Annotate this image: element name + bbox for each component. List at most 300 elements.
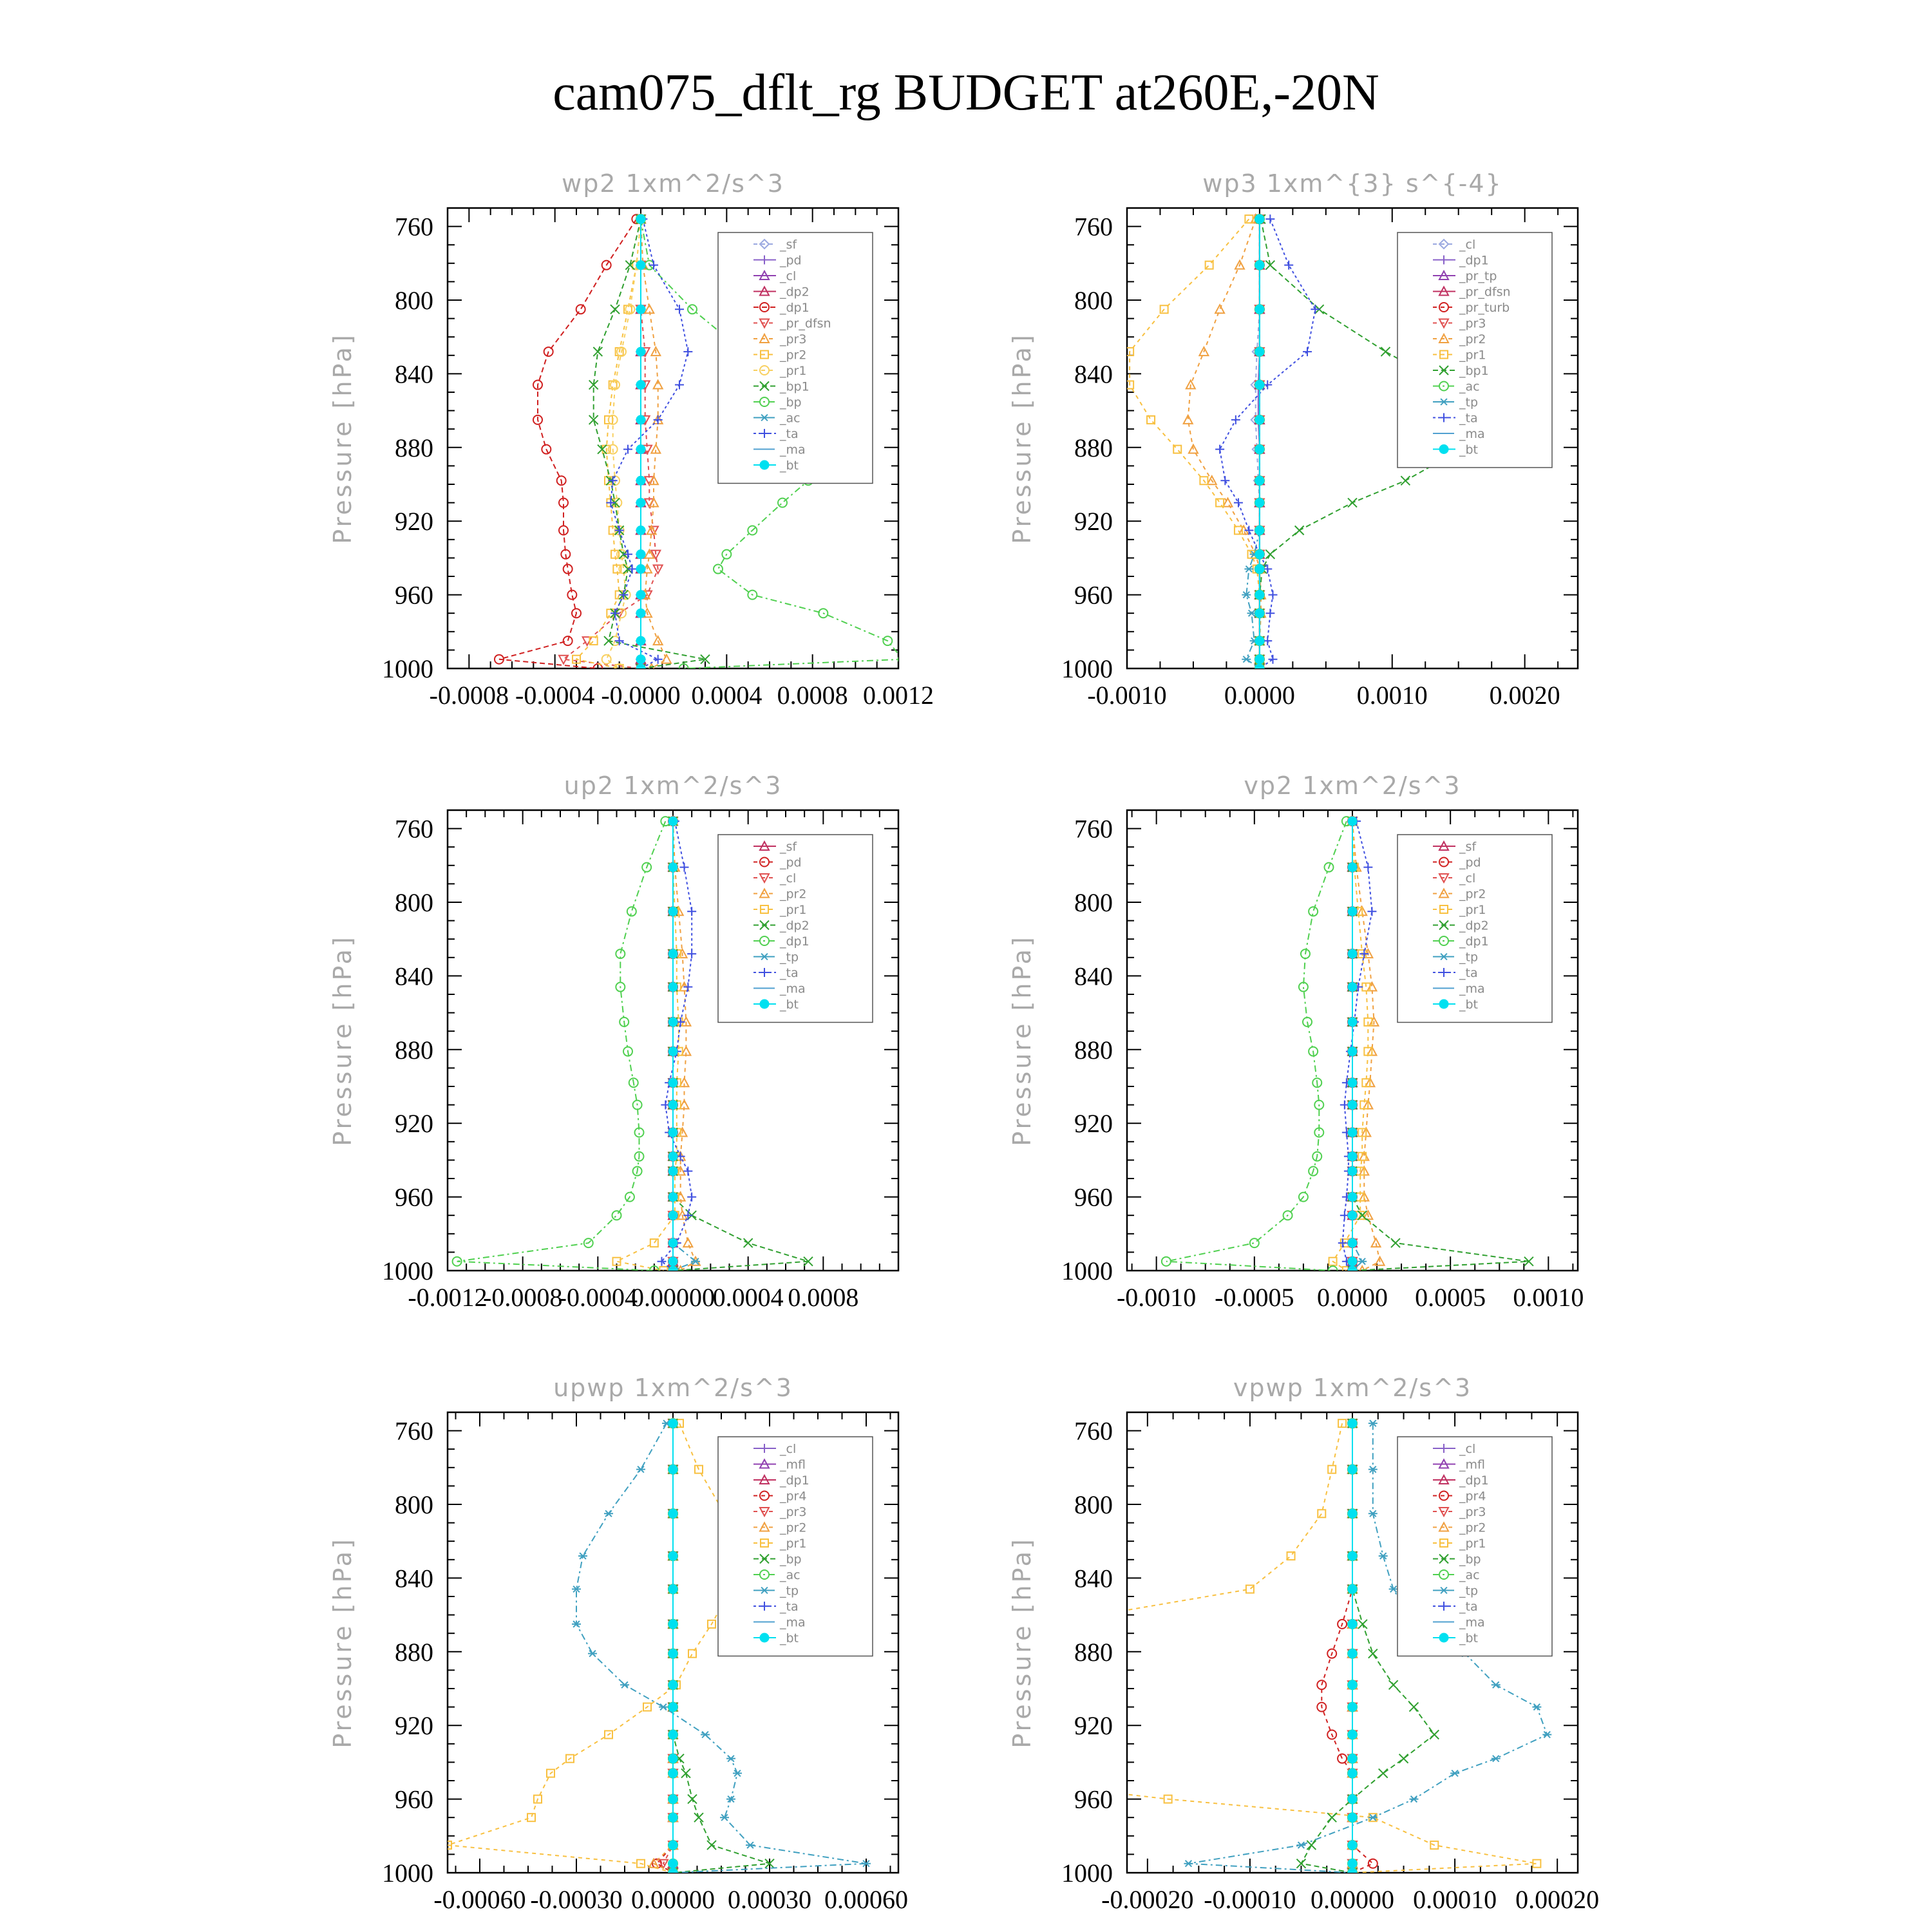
data-point [668, 1813, 677, 1822]
legend-label: _bt [1459, 998, 1479, 1012]
data-point [939, 1770, 947, 1777]
data-point [668, 1649, 677, 1658]
y-tick-label: 1000 [1061, 1256, 1113, 1285]
data-point [1368, 1859, 1378, 1868]
legend-label: _pr_tp [1459, 269, 1497, 283]
y-tick-label: 840 [1074, 1564, 1113, 1593]
y-tick-label: 760 [1074, 1416, 1113, 1446]
series-line [641, 219, 667, 668]
legend-label: _pr1 [780, 364, 807, 378]
x-tick-label: -0.00020 [1101, 1885, 1194, 1914]
data-point [1184, 1861, 1193, 1867]
data-point [1348, 1101, 1357, 1110]
legend-label: _pr3 [780, 332, 807, 346]
x-tick-label: 0.00000 [631, 1283, 715, 1312]
data-point [1348, 1078, 1357, 1087]
data-point [1284, 261, 1293, 270]
data-point [668, 1419, 677, 1428]
data-point [1255, 591, 1264, 600]
legend-label: _bp1 [780, 379, 810, 394]
data-point [668, 1465, 677, 1474]
series-pr1 [602, 214, 645, 673]
data-point [1348, 1620, 1357, 1629]
legend-label: _bt [1459, 442, 1479, 457]
x-tick-label: 0.0020 [1489, 681, 1560, 710]
legend-label: _dp1 [1459, 1473, 1489, 1488]
legend-label: _pr1 [780, 1537, 807, 1551]
data-point [1220, 476, 1229, 485]
data-point [636, 305, 645, 314]
legend-label: _pr3 [780, 1505, 807, 1519]
y-tick-label: 800 [395, 286, 433, 315]
legend-label: _tp [1459, 1584, 1479, 1598]
y-tick-label: 880 [1074, 1035, 1113, 1065]
data-point [1348, 1238, 1357, 1247]
data-point [675, 381, 684, 390]
series-line [1220, 219, 1315, 668]
data-point [668, 1257, 677, 1266]
legend-marker [760, 999, 769, 1009]
y-tick-label: 800 [395, 888, 433, 917]
series-line [673, 821, 696, 1271]
data-point [1348, 1167, 1357, 1176]
series-tp [1242, 216, 1264, 672]
data-point [688, 1795, 697, 1804]
data-point [744, 1238, 753, 1247]
panel-title: vp2 1xm^2/s^3 [1244, 772, 1461, 800]
data-point [668, 1868, 677, 1877]
data-point [668, 907, 677, 916]
data-point [683, 1211, 692, 1220]
data-point [612, 1211, 621, 1220]
legend [1397, 835, 1552, 1023]
series-line [1352, 821, 1362, 1271]
panel-title: vpwp 1xm^2/s^3 [1233, 1374, 1472, 1402]
legend-label: _bt [780, 998, 799, 1012]
y-tick-label: 960 [395, 580, 433, 610]
data-point [1268, 591, 1277, 600]
y-tick-label: 920 [1074, 1109, 1113, 1139]
data-point [668, 1551, 677, 1560]
data-point [1338, 1238, 1347, 1247]
data-point [668, 1585, 677, 1594]
data-point [1381, 347, 1390, 356]
x-tick-label: 0.0010 [1513, 1283, 1584, 1312]
series-dp1 [1254, 214, 1264, 673]
data-point [1409, 1703, 1418, 1712]
series-pr2 [1184, 214, 1265, 672]
x-tick-label: -0.0008 [483, 1283, 563, 1312]
y-tick-label: 1000 [382, 1859, 433, 1888]
legend-label: _pr1 [1459, 1537, 1486, 1551]
x-tick-label: -0.00060 [433, 1885, 526, 1914]
data-point [1409, 1796, 1418, 1803]
series-pr1 [1126, 215, 1264, 672]
series-bt [1348, 1419, 1357, 1877]
data-point [1348, 1193, 1357, 1202]
x-tick-label: -0.0008 [429, 681, 509, 710]
series-pr1 [613, 817, 683, 1274]
panel-title: wp2 1xm^2/s^3 [562, 169, 784, 198]
y-tick-label: 800 [395, 1490, 433, 1519]
legend-label: _ac [780, 411, 800, 426]
data-point [1348, 1128, 1357, 1137]
legend-label: _pd [780, 855, 802, 870]
legend-label: _bp [1459, 1552, 1481, 1567]
y-axis-label: Pressure [hPa] [1008, 934, 1036, 1146]
data-point [1268, 655, 1277, 664]
chart-panel-1 [328, 169, 934, 710]
legend-label: _tp [780, 1584, 799, 1598]
data-point [1348, 1769, 1357, 1778]
data-point [675, 305, 684, 314]
y-tick-label: 880 [395, 1637, 433, 1667]
legend-label: _ma [780, 1615, 806, 1630]
data-point [1348, 1551, 1357, 1560]
data-point [1184, 415, 1193, 424]
data-point [636, 655, 645, 664]
data-point [636, 415, 645, 424]
data-point [1368, 1649, 1378, 1658]
data-point [1348, 1730, 1357, 1739]
data-point [1255, 214, 1264, 223]
data-point [668, 1167, 677, 1176]
data-point [1255, 565, 1264, 574]
series-line [617, 821, 679, 1271]
y-tick-label: 840 [395, 961, 433, 991]
legend-label: _bp [780, 1552, 802, 1567]
y-tick-label: 840 [395, 1564, 433, 1593]
data-point [1348, 907, 1357, 916]
legend-label: _dp2 [1459, 918, 1489, 933]
data-point [668, 1509, 677, 1518]
y-tick-label: 760 [395, 1416, 433, 1446]
data-point [636, 498, 645, 507]
data-point [636, 609, 645, 618]
data-point [668, 1101, 677, 1110]
legend-label: _dp2 [780, 285, 810, 299]
y-axis-label: Pressure [hPa] [1008, 332, 1036, 544]
legend-label: _bt [780, 459, 799, 473]
legend-label: _pd [1459, 855, 1481, 870]
data-point [1255, 664, 1264, 673]
data-point [668, 1238, 677, 1247]
x-tick-label: 0.00000 [631, 1885, 715, 1914]
data-point [668, 1769, 677, 1778]
data-point [636, 261, 645, 270]
y-tick-label: 800 [1074, 286, 1113, 315]
data-point [694, 1813, 703, 1822]
data-point [1255, 347, 1264, 356]
legend-label: _pr2 [780, 887, 807, 902]
x-tick-label: -0.00030 [530, 1885, 623, 1914]
x-tick-label: 0.0012 [863, 681, 934, 710]
legend-label: _ac [780, 1568, 800, 1582]
legend-label: _cl [780, 269, 797, 283]
data-point [1399, 1754, 1408, 1763]
series-cl [1251, 214, 1264, 673]
data-point [668, 1078, 677, 1087]
series-pr3 [636, 214, 671, 672]
legend-label: _mfl [1459, 1457, 1485, 1472]
legend-label: _ta [1459, 411, 1478, 426]
data-point [668, 1620, 677, 1629]
legend [718, 232, 873, 484]
series-line [499, 219, 636, 668]
data-point [1296, 1842, 1305, 1848]
data-point [527, 1814, 535, 1821]
data-point [1401, 476, 1410, 485]
series-line [594, 219, 705, 668]
series-dp1 [453, 817, 670, 1275]
data-point [1307, 1841, 1316, 1850]
data-point [1348, 1152, 1357, 1161]
y-tick-label: 960 [1074, 580, 1113, 610]
legend-label: _cl [1459, 1442, 1476, 1456]
series-line [654, 1423, 673, 1873]
data-point [1223, 498, 1232, 507]
panel-title: wp3 1xm^{3} s^{-4} [1202, 169, 1502, 198]
data-point [636, 591, 645, 600]
legend-label: _cl [1459, 871, 1476, 886]
data-point [687, 949, 696, 958]
data-point [1363, 863, 1372, 872]
x-tick-label: 0.00010 [1413, 1885, 1497, 1914]
series-pr3 [659, 1419, 677, 1877]
series-line [662, 821, 692, 1271]
x-tick-label: 0.0008 [788, 1283, 859, 1312]
data-point [636, 664, 645, 673]
y-tick-label: 920 [395, 507, 433, 536]
data-point [668, 1018, 677, 1027]
data-point [668, 863, 677, 872]
legend-label: _pr4 [780, 1489, 807, 1504]
legend-label: _pd [780, 253, 802, 268]
y-tick-label: 840 [1074, 359, 1113, 389]
data-point [1234, 498, 1243, 507]
y-tick-label: 800 [1074, 888, 1113, 917]
data-point [668, 949, 677, 958]
data-point [649, 261, 658, 270]
y-tick-label: 1000 [1061, 654, 1113, 683]
data-point [1255, 381, 1264, 390]
data-point [1348, 983, 1357, 992]
data-point [668, 1047, 677, 1056]
data-point [707, 1841, 716, 1850]
data-point [1255, 476, 1264, 485]
data-point [1348, 863, 1357, 872]
legend-label: _sf [1459, 840, 1477, 854]
legend-label: _pr3 [1459, 1505, 1486, 1519]
x-tick-label: 0.00030 [728, 1885, 811, 1914]
data-point [668, 1193, 677, 1202]
legend-label: _tp [1459, 395, 1479, 410]
x-tick-label: -0.0012 [408, 1283, 488, 1312]
data-point [1348, 498, 1357, 507]
legend-marker [760, 1633, 769, 1642]
series-pr2 [1348, 817, 1385, 1274]
data-point [1542, 1732, 1551, 1738]
x-tick-label: 0.00020 [1515, 1885, 1600, 1914]
data-point [683, 347, 692, 356]
data-point [687, 1193, 696, 1202]
data-point [1311, 305, 1320, 314]
chart-panel-4 [1008, 772, 1584, 1312]
data-point [714, 565, 723, 574]
data-point [1250, 1238, 1259, 1247]
legend-label: _ma [780, 981, 806, 996]
legend-label: _pr2 [1459, 1520, 1486, 1535]
y-axis-label: Pressure [hPa] [328, 1537, 357, 1748]
data-point [1255, 526, 1264, 535]
legend-marker [1439, 1633, 1448, 1642]
series-pr4 [1317, 1419, 1378, 1877]
data-point [1255, 445, 1264, 454]
y-tick-label: 920 [395, 1109, 433, 1139]
data-point [681, 1769, 690, 1778]
data-point [1255, 609, 1264, 618]
legend-label: _pr2 [1459, 887, 1486, 902]
panel-title: up2 1xm^2/s^3 [564, 772, 782, 800]
y-tick-label: 920 [1074, 1711, 1113, 1741]
legend-label: _dp1 [780, 934, 810, 949]
data-point [654, 415, 663, 424]
data-point [1389, 1586, 1398, 1593]
legend-label: _ma [1459, 427, 1485, 441]
data-point [668, 1841, 677, 1850]
data-point [1348, 1859, 1357, 1868]
series-ta [1215, 214, 1320, 673]
y-tick-label: 960 [395, 1785, 433, 1814]
data-point [1348, 1465, 1357, 1474]
legend [718, 835, 873, 1023]
x-tick-label: 0.0010 [1356, 681, 1428, 710]
legend-label: _ta [780, 427, 799, 441]
data-point [734, 1681, 741, 1689]
legend-label: _pr2 [780, 348, 807, 363]
y-tick-label: 840 [395, 359, 433, 389]
data-point [564, 636, 573, 645]
legend-label: _ac [1459, 379, 1480, 394]
data-point [636, 636, 645, 645]
data-point [668, 1266, 677, 1275]
data-point [1255, 636, 1264, 645]
x-tick-label: -0.0005 [1215, 1283, 1294, 1312]
data-point [668, 1211, 677, 1220]
legend-label: _cl [1459, 238, 1476, 252]
data-point [1255, 655, 1264, 664]
x-tick-label: -0.0004 [515, 681, 595, 710]
figure-title: cam075_dflt_rg BUDGET at260E,-20N [553, 64, 1379, 121]
data-point [1348, 1868, 1357, 1877]
panel-title: upwp 1xm^2/s^3 [553, 1374, 793, 1402]
series-line [1166, 821, 1347, 1271]
legend-label: _bt [1459, 1631, 1479, 1645]
data-point [1532, 1704, 1541, 1710]
legend-label: _tp [1459, 950, 1479, 965]
y-tick-label: 1000 [382, 1256, 433, 1285]
y-tick-label: 800 [1074, 1490, 1113, 1519]
y-tick-label: 760 [1074, 212, 1113, 242]
legend-label: _ma [780, 442, 806, 457]
data-point [668, 817, 677, 826]
data-point [1348, 949, 1357, 958]
x-tick-label: 0.0000 [1224, 681, 1295, 710]
y-tick-label: 760 [395, 212, 433, 242]
data-point [1492, 1756, 1501, 1762]
series-line [457, 821, 666, 1271]
data-point [1368, 1814, 1378, 1821]
legend-label: _pr3 [1459, 316, 1486, 331]
legend-label: _bt [780, 1631, 799, 1645]
data-point [604, 1510, 613, 1517]
data-point [668, 1703, 677, 1712]
y-tick-label: 960 [1074, 1182, 1113, 1212]
legend-label: _pr_dfsn [780, 316, 831, 331]
x-tick-label: -0.0010 [1116, 1283, 1197, 1312]
data-point [636, 550, 645, 559]
data-point [654, 381, 663, 389]
series-dp1 [1162, 817, 1351, 1275]
legend-label: _dp1 [1459, 253, 1489, 268]
data-point [668, 1152, 677, 1161]
x-tick-label: 0.0005 [1415, 1283, 1486, 1312]
legend [1397, 1437, 1552, 1656]
legend-label: _pr4 [1459, 1489, 1486, 1504]
panels [328, 169, 1599, 1914]
legend-label: _ta [1459, 966, 1478, 980]
x-tick-label: 0.00060 [824, 1885, 908, 1914]
data-point [898, 655, 907, 664]
series-bt [668, 1419, 677, 1877]
data-point [668, 1730, 677, 1739]
series-line [1352, 821, 1380, 1271]
y-tick-label: 880 [395, 1035, 433, 1065]
series-pr1 [1329, 817, 1372, 1274]
legend-marker [1439, 999, 1448, 1009]
data-point [631, 1703, 639, 1711]
data-point [1215, 445, 1224, 454]
x-tick-label: 0.0004 [712, 1283, 784, 1312]
legend-marker [1439, 445, 1448, 454]
legend-label: _pr1 [780, 903, 807, 917]
data-point [1348, 1257, 1357, 1266]
data-point [683, 1238, 692, 1247]
legend-label: _pr_turb [1459, 301, 1510, 315]
chart-panel-5 [328, 1374, 908, 1914]
data-point [658, 1257, 667, 1266]
data-point [636, 445, 645, 454]
data-point [1348, 817, 1357, 826]
y-axis-label: Pressure [hPa] [1008, 1537, 1036, 1748]
legend-label: _cl [780, 1442, 797, 1456]
data-point [636, 1466, 645, 1473]
legend-label: _dp1 [780, 1473, 810, 1488]
data-point [1348, 1841, 1357, 1850]
legend [1397, 232, 1552, 468]
data-point [1338, 1754, 1347, 1763]
data-point [1255, 550, 1264, 559]
legend-label: _mfl [780, 1457, 806, 1472]
legend-label: _ac [1459, 1568, 1480, 1582]
data-point [1348, 1047, 1357, 1056]
x-tick-label: -0.0010 [1087, 681, 1167, 710]
series-line [1130, 219, 1260, 668]
y-tick-label: 880 [1074, 433, 1113, 462]
data-point [1244, 566, 1253, 573]
data-point [1348, 1813, 1357, 1822]
y-tick-label: 1000 [1061, 1859, 1113, 1888]
